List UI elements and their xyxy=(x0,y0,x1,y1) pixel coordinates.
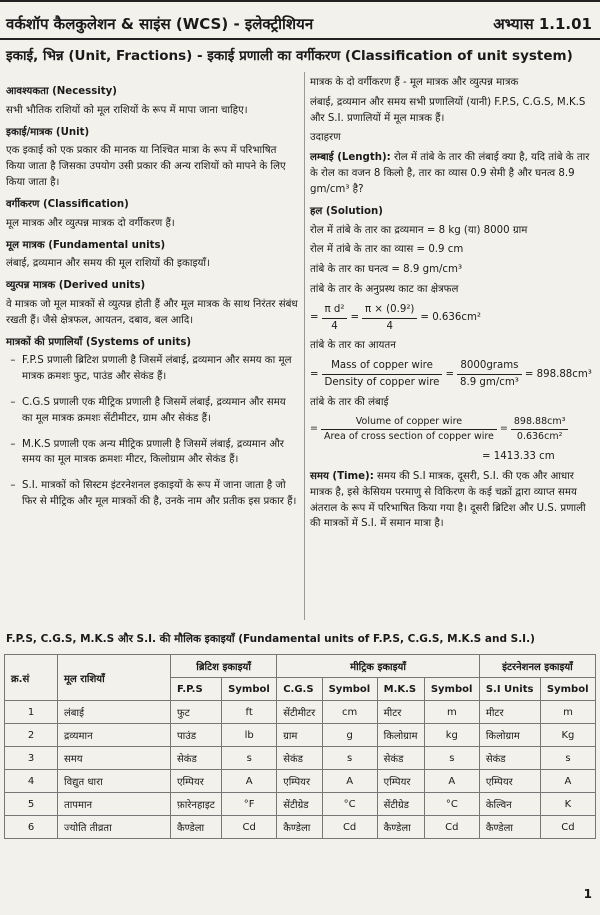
table-cell: A xyxy=(424,770,479,793)
derived-text: वे मात्रक जो मूल मात्रकों से व्युत्पन्न होती हैं और मूल मात्रक के साथ निरंतर संबंध रखती हैं। जैसे क्षेत्रफल, आयतन, दबाव, बल आदि। xyxy=(6,298,298,326)
volume-equation: = $\frac{\text{Mass of copper wire}}{\text{Density of copper wire}}$ = $\frac{\text{8000grams}}{\text{8.9 gm/cm³}}$ = 898.88cm³ xyxy=(310,358,596,391)
table-cell: s xyxy=(540,747,595,770)
header-title: वर्कशॉप कैलकुलेशन & साइंस (WCS) - इलेक्ट्रीशियन xyxy=(6,15,314,33)
page-number: 1 xyxy=(583,887,592,901)
table-cell: सेकंड xyxy=(377,747,424,770)
length-label: तांबे के तार की लंबाई xyxy=(310,396,389,408)
table-row xyxy=(5,793,596,816)
fraction xyxy=(322,358,443,391)
table-cell: सेंटीमीटर xyxy=(277,701,322,724)
table-cell: एम्पियर xyxy=(171,770,222,793)
col-sno: क्र.सं xyxy=(5,655,58,701)
list-item: – C.G.S प्रणाली एक मीट्रिक प्रणाली है जिसमें लंबाई, द्रव्यमान और समय का मूल मात्रक क्रमशः सेंटीमीटर, ग्राम और सेकंड हैं। xyxy=(22,395,298,427)
table-cell: cm xyxy=(322,701,377,724)
table-row xyxy=(5,816,596,839)
column-divider xyxy=(304,72,305,620)
table-cell: Cd xyxy=(322,816,377,839)
table-cell: विद्युत धारा xyxy=(58,770,171,793)
table-row xyxy=(5,747,596,770)
derived-heading: व्युत्पन्न मात्रक (Derived units) xyxy=(6,280,146,292)
unit-heading: इकाई/मात्रक (Unit) xyxy=(6,126,90,138)
table-cell: 5 xyxy=(5,793,58,816)
table-cell: s xyxy=(322,747,377,770)
denominator: Area of cross section of copper wire xyxy=(323,431,494,443)
table-cell: 2 xyxy=(5,724,58,747)
necessity-heading: आवश्यकता (Necessity) xyxy=(6,86,117,97)
table-cell: 3 xyxy=(5,747,58,770)
table-cell: 4 xyxy=(5,770,58,793)
table-cell: Kg xyxy=(540,724,595,747)
table-cell: lb xyxy=(222,724,277,747)
diameter-line: रोल में तांबे के तार का व्यास = 0.9 cm xyxy=(310,244,464,256)
intro-text-2: लंबाई, द्रव्यमान और समय सभी प्रणालियों (यानी) F.P.S, C.G.S, M.K.S और S.I. प्रणालियों में मूल मात्रक हैं। xyxy=(310,96,586,124)
fraction xyxy=(457,358,522,391)
necessity-text: सभी भौतिक राशियों को मूल राशियों के रूप में मापा जाना चाहिए। xyxy=(6,104,248,116)
list-item: – S.I. मात्रकों को सिस्टम इंटरनेशनल इकाइयों के रूप में जाना जाता है जो फिर से मीट्रिक और मूल मात्रकों की है, उनके नाम और प्रतीक इस प्रकार हैं। xyxy=(22,478,298,510)
table-row xyxy=(5,724,596,747)
table-cell: लंबाई xyxy=(58,701,171,724)
volume-label: तांबे के तार का आयतन xyxy=(310,340,396,352)
table-row xyxy=(5,770,596,793)
table-cell: केल्विन xyxy=(479,793,540,816)
table-cell: s xyxy=(222,747,277,770)
fundamental-text: लंबाई, द्रव्यमान और समय की मूल राशियों की इकाइयाँ। xyxy=(6,258,210,270)
units-table xyxy=(4,654,596,839)
table-cell: सेंटीग्रेड xyxy=(377,793,424,816)
length-text: रोल में तांबे के तार की लंबाई क्या है, यदि तांबे के तार के रोल का वजन 8 किलो है, तार का व्यास 0.9 सेमी है और घनत्व 8.9 gm/cm³ है? xyxy=(310,152,590,195)
table-cell: ग्राम xyxy=(277,724,322,747)
table-cell: सेकंड xyxy=(479,747,540,770)
fraction xyxy=(322,302,348,335)
top-border xyxy=(0,0,600,2)
table-cell: A xyxy=(322,770,377,793)
denominator: 4 xyxy=(331,320,338,332)
table-cell: K xyxy=(540,793,595,816)
table-cell: द्रव्यमान xyxy=(58,724,171,747)
right-column xyxy=(310,73,596,536)
length-result: = 1413.33 cm xyxy=(482,451,555,463)
col-international: इंटरनेशनल इकाइयाँ xyxy=(479,655,595,678)
table-cell: ज्योति तीव्रता xyxy=(58,816,171,839)
time-heading: समय (Time): xyxy=(310,470,374,482)
length-problem xyxy=(310,150,596,197)
denominator: 0.636cm² xyxy=(516,431,563,443)
numerator: 8000grams xyxy=(457,358,522,375)
numerator: Mass of copper wire xyxy=(322,358,443,375)
density-line: तांबे के तार का घनत्व = 8.9 gm/cm³ xyxy=(310,264,463,276)
sub-header: M.K.S xyxy=(377,678,424,701)
numerator: 898.88cm³ xyxy=(511,415,569,431)
table-cell: kg xyxy=(424,724,479,747)
area-label: तांबे के तार के अनुप्रस्थ काट का क्षेत्रफल xyxy=(310,283,459,295)
page-subtitle: इकाई, भिन्न (Unit, Fractions) - इकाई प्रणाली का वर्गीकरण (Classification of unit system) xyxy=(6,48,573,64)
table-cell: 1 xyxy=(5,701,58,724)
table-cell: A xyxy=(222,770,277,793)
table-cell: s xyxy=(424,747,479,770)
table-cell: m xyxy=(540,701,595,724)
col-quantity: मूल राशियाँ xyxy=(58,655,171,701)
table-cell: कैण्डेला xyxy=(277,816,322,839)
col-metric: मीट्रिक इकाइयाँ xyxy=(277,655,480,678)
sub-header: Symbol xyxy=(222,678,277,701)
table-cell: Cd xyxy=(424,816,479,839)
area-result: = 0.636cm² xyxy=(420,312,481,324)
numerator: π d² xyxy=(322,302,348,319)
sub-header: Symbol xyxy=(540,678,595,701)
table-cell: कैण्डेला xyxy=(479,816,540,839)
intro-text-1: मात्रक के दो वर्गीकरण हैं - मूल मात्रक और व्युत्पन्न मात्रक xyxy=(310,77,519,88)
denominator: 4 xyxy=(386,320,393,332)
table-cell: सेकंड xyxy=(171,747,222,770)
systems-list xyxy=(6,353,298,510)
table-cell: पाउंड xyxy=(171,724,222,747)
table-cell: कैण्डेला xyxy=(377,816,424,839)
page-header xyxy=(6,12,592,36)
fraction xyxy=(321,415,497,445)
list-item: – M.K.S प्रणाली एक अन्य मीट्रिक प्रणाली है जिसमें लंबाई, द्रव्यमान और समय का मूल मात्रक क्रमशः मीटर, किलोग्राम और सेकंड हैं। xyxy=(22,437,298,469)
example-label: उदाहरण xyxy=(310,132,341,144)
numerator: Volume of copper wire xyxy=(321,415,497,431)
denominator: Density of copper wire xyxy=(324,377,440,388)
table-cell: g xyxy=(322,724,377,747)
table-cell: मीटर xyxy=(377,701,424,724)
mass-line: रोल में तांबे के तार का द्रव्यमान = 8 kg (या) 8000 ग्राम xyxy=(310,224,528,236)
sub-header: C.G.S xyxy=(277,678,322,701)
fraction xyxy=(362,302,417,335)
fraction xyxy=(511,415,569,445)
table-cell: एम्पियर xyxy=(277,770,322,793)
sub-header: S.I Units xyxy=(479,678,540,701)
table-cell: किलोग्राम xyxy=(479,724,540,747)
table-cell: ft xyxy=(222,701,277,724)
fundamental-heading: मूल मात्रक (Fundamental units) xyxy=(6,239,166,251)
table-header-row xyxy=(5,655,596,678)
denominator: 8.9 gm/cm³ xyxy=(459,377,519,388)
table-cell: सेंटीग्रेड xyxy=(277,793,322,816)
list-item: – F.P.S प्रणाली ब्रिटिश प्रणाली है जिसमें लंबाई, द्रव्यमान और समय का मूल मात्रक क्रमशः फुट, पाउंड और सेकंड हैं। xyxy=(22,353,298,385)
col-british: ब्रिटिश इकाइयाँ xyxy=(171,655,277,678)
table-cell: एम्पियर xyxy=(377,770,424,793)
length-heading: लम्बाई (Length): xyxy=(310,152,391,164)
table-cell: Cd xyxy=(540,816,595,839)
time-paragraph xyxy=(310,469,596,532)
table-cell: m xyxy=(424,701,479,724)
header-rule xyxy=(0,38,600,40)
table-cell: °C xyxy=(424,793,479,816)
classification-text: मूल मात्रक और व्युत्पन्न मात्रक दो वर्गीकरण हैं। xyxy=(6,217,175,229)
table-cell: किलोग्राम xyxy=(377,724,424,747)
sub-header: F.P.S xyxy=(171,678,222,701)
solution-heading: हल (Solution) xyxy=(310,205,383,217)
volume-result: = 898.88cm³ xyxy=(524,368,592,380)
time-text: समय की S.I मात्रक, दूसरी, S.I. की एक और आधार मात्रक है, इसे केसियम परमाणु से विकिरण के कई चक्रों द्वारा व्याप्त समय अंतराल के रूप में परिभाषित किया गया है। दूसरी ब्रिटिश और U.S. प्रणाली की मात्रकों में S.I. में समान मात्रा है। xyxy=(310,470,586,530)
exercise-number: अभ्यास 1.1.01 xyxy=(493,15,592,33)
table-cell: तापमान xyxy=(58,793,171,816)
table-cell: एम्पियर xyxy=(479,770,540,793)
length-equation: = $\frac{\text{Volume of copper wire}}{\text{Area of cross section of copper wire}}$ = $\frac{\text{898.88cm³}}{\text{0.636cm²}}$ xyxy=(310,415,596,445)
table-cell: फ़ारेनहाइट xyxy=(171,793,222,816)
table-cell: 6 xyxy=(5,816,58,839)
table-cell: A xyxy=(540,770,595,793)
sub-header: Symbol xyxy=(322,678,377,701)
table-cell: समय xyxy=(58,747,171,770)
table-cell: कैण्डेला xyxy=(171,816,222,839)
numerator: π × (0.9²) xyxy=(362,302,417,319)
table-cell: फुट xyxy=(171,701,222,724)
table-cell: °C xyxy=(322,793,377,816)
classification-heading: वर्गीकरण (Classification) xyxy=(6,198,129,210)
table-cell: Cd xyxy=(222,816,277,839)
unit-text: एक इकाई को एक प्रकार की मानक या निश्चित मात्रा के रूप में परिभाषित किया जाता है जिसका उपयोग उसी प्रकार की अन्य राशियों को मापने के लिए किया जाता है। xyxy=(6,145,286,189)
left-column xyxy=(6,78,298,520)
sub-header: Symbol xyxy=(424,678,479,701)
table-row xyxy=(5,701,596,724)
table-cell: °F xyxy=(222,793,277,816)
table-cell: मीटर xyxy=(479,701,540,724)
systems-heading: मात्रकों की प्रणालियाँ (Systems of units) xyxy=(6,336,192,348)
table-title: F.P.S, C.G.S, M.K.S और S.I. की मौलिक इकाइयाँ (Fundamental units of F.P.S, C.G.S, M.K.S and S.I.) xyxy=(6,633,535,645)
table-cell: सेकंड xyxy=(277,747,322,770)
area-equation: = $\frac{\text{π d²}}{4}$ = $\frac{\text{π × (0.9²)}}{4}$ = 0.636cm² xyxy=(310,302,596,335)
